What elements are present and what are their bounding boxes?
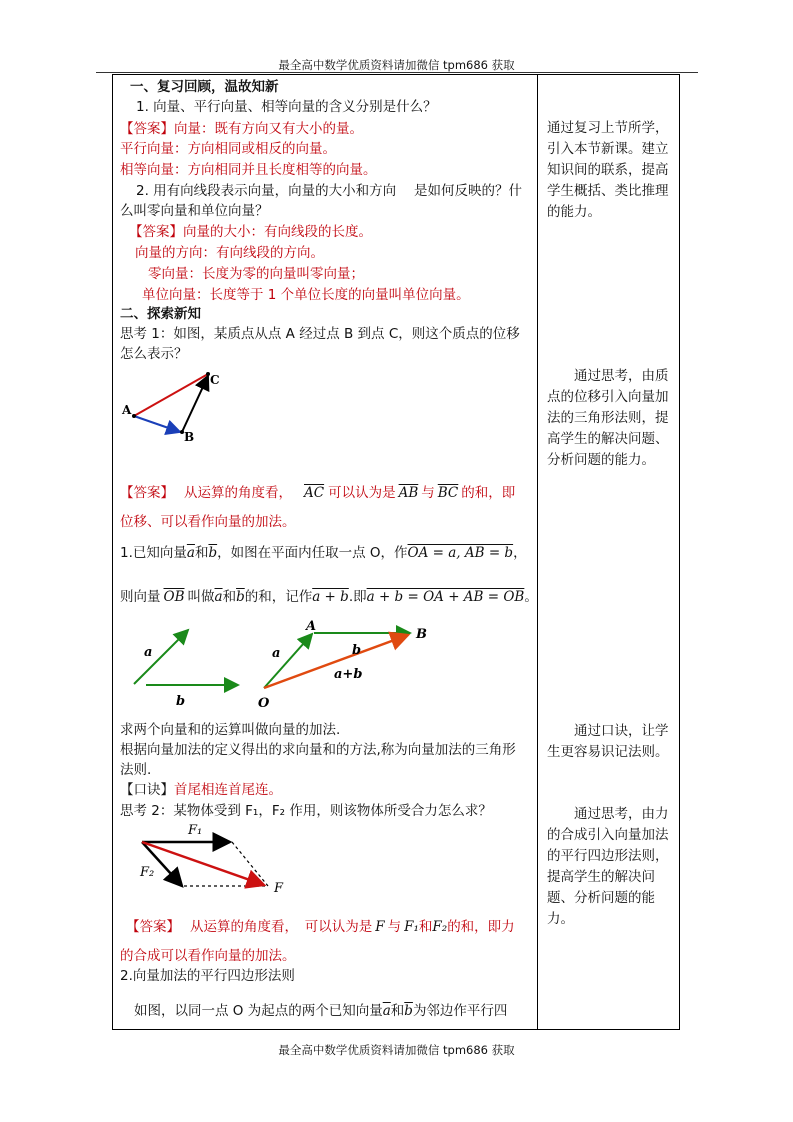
label-F1: F₁ <box>188 823 203 838</box>
question-2-line1: 2. 用有向线段表示向量，向量的大小和方向 是如何反映的？什 <box>136 183 522 199</box>
subsection-parallelogram: 2.向量加法的平行四边形法则 <box>120 968 295 984</box>
vector-a-free <box>134 630 188 684</box>
answer-think-2-line2: 的合成可以看作向量的加法。 <box>120 948 296 964</box>
page-footer: 最全高中数学优质资料请加微信 tpm686 获取 <box>278 1043 515 1057</box>
answer-2-unit: 单位向量：长度等于 1 个单位长度的向量叫单位向量。 <box>142 287 470 303</box>
label-C: C <box>210 373 220 387</box>
think-2: 思考 2：某物体受到 F₁，F₂ 作用，则该物体所受合力怎么求？ <box>120 803 492 819</box>
label-F2: F₂ <box>140 865 155 880</box>
answer-think-1: 【答案】 从运算的角度看， $\overline{AC}$ 可以认为是 $\overline{AB}$ 与 $\overline{BC}$ 的和，即 <box>120 485 516 501</box>
vector-BC <box>182 376 208 432</box>
section-title-review: 一、复习回顾，温故知新 <box>130 79 279 95</box>
label-B: B <box>416 627 427 642</box>
label-b: b <box>176 694 186 709</box>
think-1-line2: 怎么表示？ <box>120 346 188 362</box>
answer-1-parallel: 平行向量：方向相同或相反的向量。 <box>120 141 336 157</box>
page-header: 最全高中数学优质资料请加微信 tpm686 获取 <box>278 58 515 72</box>
label-a2: a <box>272 646 281 661</box>
label-O: O <box>258 696 270 710</box>
answer-2: 【答案】向量的大小：有向线段的长度。 <box>129 224 372 240</box>
vector-AC <box>134 374 208 416</box>
force-parallelogram-figure <box>134 818 294 896</box>
vector-addition-figure <box>124 614 434 710</box>
note-review: 通过复习上节所学，引入本节新课。建立知识间的联系，提高学生概括、类比推理的能力。 <box>547 120 669 220</box>
vector-AB <box>134 416 180 432</box>
header-rule <box>96 72 698 73</box>
answer-1: 【答案】向量：既有方向又有大小的量。 <box>120 121 363 137</box>
answer-1-equal: 相等向量：方向相同并且长度相等的向量。 <box>120 162 377 178</box>
parallelogram-intro: 如图，以同一点 O 为起点的两个已知向量$\overline{a}$和$\overline{b}$为邻边作平行四 <box>134 1003 508 1019</box>
label-B: B <box>184 430 195 444</box>
label-F: F <box>274 881 284 896</box>
answer-think-2: 【答案】 从运算的角度看， 可以认为是 F 与 F₁和F₂的和，即力 <box>126 919 515 935</box>
section-title-explore: 二、探索新知 <box>120 306 201 322</box>
rule-triangle-line2: 法则. <box>120 762 152 778</box>
label-A: A <box>122 403 132 417</box>
answer-think-1-line2: 位移、可以看作向量的加法。 <box>120 514 296 530</box>
definition-line2: 则向量 $\overline{OB}$ 叫做$\overline{a}$和$\overline{b}$的和，记作a + b.即a + b = OA + AB = OB。 <box>120 589 538 605</box>
rule-definition: 求两个向量和的运算叫做向量的加法. <box>120 722 341 738</box>
answer-2-direction: 向量的方向：有向线段的方向。 <box>135 245 324 261</box>
label-A: A <box>306 619 317 634</box>
label-a-plus-b: a+b <box>334 667 363 682</box>
note-triangle-rule: 通过思考，由质点的位移引入向量加法的三角形法则，提高学生的解决问题、分析问题的能力。 <box>547 368 669 468</box>
answer-2-zero: 零向量：长度为零的向量叫零向量； <box>148 266 364 282</box>
question-2-line2: 么叫零向量和单位向量？ <box>120 203 269 219</box>
definition-line1: 1.已知向量$\overline{a}$和$\overline{b}$，如图在平面内任取一点 O，作OA = a, AB = b， <box>120 545 527 561</box>
column-divider <box>537 74 538 1030</box>
rule-triangle-line1: 根据向量加法的定义得出的求向量和的方法,称为向量加法的三角形 <box>120 742 516 758</box>
mnemonic: 【口诀】首尾相连首尾连。 <box>120 782 282 798</box>
triangle-rule-figure <box>118 364 228 446</box>
label-b2: b <box>352 643 362 658</box>
label-a: a <box>144 645 153 660</box>
question-1: 1. 向量、平行向量、相等向量的含义分别是什么？ <box>136 99 437 115</box>
think-1-line1: 思考 1：如图，某质点从点 A 经过点 B 到点 C，则这个质点的位移 <box>120 326 520 342</box>
note-mnemonic: 通过口诀，让学生更容易识记法则。 <box>547 723 669 760</box>
note-parallelogram: 通过思考，由力的合成引入向量加法的平行四边形法则，提高学生的解决问题、分析问题的能力。 <box>547 806 669 927</box>
